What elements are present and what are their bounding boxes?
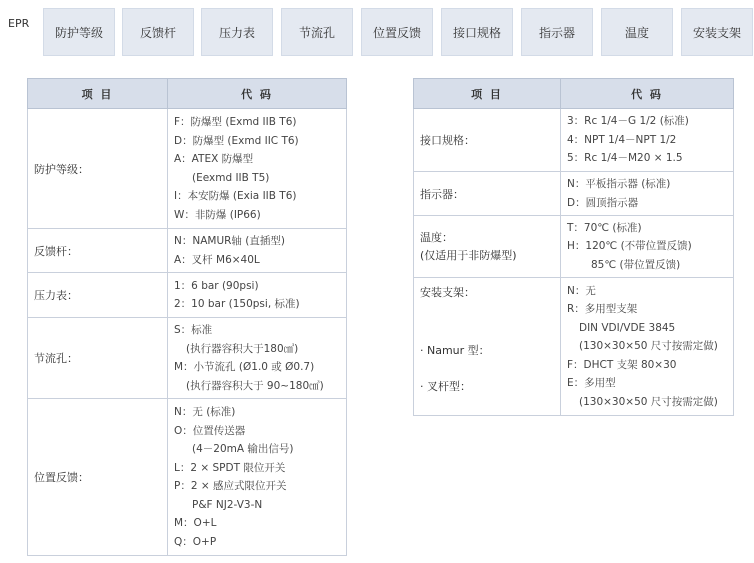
code-line: H：120℃ (不带位置反馈) <box>567 240 692 253</box>
code-line: N：平板指示器 (标准) <box>567 178 671 190</box>
code-line: M：小节流孔 (Ø1.0 或 Ø0.7) <box>174 361 315 373</box>
tab-mounting-bracket[interactable]: 安装支架 <box>681 8 753 56</box>
table-row <box>28 273 347 318</box>
item-cell <box>414 216 561 278</box>
item-cell: 节流孔： <box>28 318 168 399</box>
code-line: 2：10 bar (150psi, 标准) <box>174 298 300 310</box>
model-label: EPR <box>8 17 30 30</box>
code-line: 3：Rc 1/4－G 1/2 (标准) <box>567 115 689 128</box>
item-cell <box>414 278 561 416</box>
code-line: D：圆顶指示器 <box>567 196 639 209</box>
column-header-code: 代 码 <box>168 79 347 109</box>
code-line: Q：O+P <box>174 535 217 548</box>
code-line: (执行器容积大于180㎤) <box>186 342 299 355</box>
column-header-item: 项 目 <box>414 79 561 109</box>
item-label: 温度： <box>420 230 453 244</box>
item-cell: 反馈杆： <box>28 229 168 273</box>
column-header-item: 项 目 <box>28 79 168 109</box>
right-spec-table <box>413 78 734 416</box>
table-row <box>28 318 347 399</box>
table-header-row <box>28 79 347 109</box>
code-line: L：2 × SPDT 限位开关 <box>174 461 286 474</box>
code-cell <box>168 273 347 318</box>
code-line: N：无 <box>567 284 596 297</box>
code-line: A：叉杆 M6×40L <box>174 253 260 266</box>
code-cell <box>168 229 347 273</box>
code-cell <box>561 172 734 216</box>
code-cell <box>561 278 734 416</box>
item-cell: 压力表： <box>28 273 168 318</box>
table-row <box>28 109 347 229</box>
table-row <box>414 216 734 278</box>
code-line: DIN VDI/VDE 3845 <box>579 321 676 334</box>
table-row <box>28 229 347 273</box>
code-line: F：DHCT 支架 80×30 <box>567 358 677 371</box>
code-cell <box>561 109 734 172</box>
code-line: W：非防爆 (IP66) <box>174 208 261 221</box>
tab-position-feedback[interactable]: 位置反馈 <box>361 8 433 56</box>
code-line: (4－20mA 输出信号) <box>192 443 294 455</box>
code-line: O：位置传送器 <box>174 424 246 437</box>
code-line: 4：NPT 1/4－NPT 1/2 <box>567 133 677 146</box>
code-cell <box>168 399 347 556</box>
code-line: M：O+L <box>174 517 217 529</box>
code-line: N：NAMUR轴 (直插型) <box>174 235 285 247</box>
code-line: S：标准 <box>174 324 213 336</box>
table-row <box>28 399 347 556</box>
code-line: (Eexmd IIB T5) <box>192 171 270 184</box>
code-line: R：多用型支架 <box>567 303 638 316</box>
tab-pressure-gauge[interactable]: 压力表 <box>201 8 273 56</box>
code-line: E：多用型 <box>567 377 616 390</box>
code-line: T：70℃ (标准) <box>567 221 642 234</box>
code-line: P&F NJ2-V3-N <box>192 498 263 511</box>
tab-connection[interactable]: 接口规格 <box>441 8 513 56</box>
table-row <box>414 278 734 416</box>
code-line: 1：6 bar (90psi) <box>174 279 259 292</box>
code-line: N：无 (标准) <box>174 406 236 418</box>
item-note-namur: · Namur 型： <box>420 344 490 357</box>
code-line: (130×30×50 尺寸按需定做) <box>579 395 718 408</box>
tab-indicator[interactable]: 指示器 <box>521 8 593 56</box>
code-line: P：2 × 感应式限位开关 <box>174 480 287 492</box>
code-line: D：防爆型 (Exmd IIC T6) <box>174 134 299 147</box>
tab-protection-class[interactable]: 防护等级 <box>43 8 115 56</box>
table-row <box>414 109 734 172</box>
code-cell <box>168 109 347 229</box>
table-header-row <box>414 79 734 109</box>
code-line: (执行器容积大于 90~180㎤) <box>186 379 324 392</box>
tab-orifice[interactable]: 节流孔 <box>281 8 353 56</box>
item-cell: 防护等级： <box>28 109 168 229</box>
tab-feedback-lever[interactable]: 反馈杆 <box>122 8 194 56</box>
table-row <box>414 172 734 216</box>
item-label: 安装支架： <box>420 286 475 299</box>
item-cell: 接口规格： <box>414 109 561 172</box>
code-line: (130×30×50 尺寸按需定做) <box>579 340 718 353</box>
item-cell: 位置反馈： <box>28 399 168 556</box>
item-note: (仅适用于非防爆型) <box>420 248 517 262</box>
code-line: A：ATEX 防爆型 <box>174 153 254 165</box>
code-cell <box>168 318 347 399</box>
code-cell <box>561 216 734 278</box>
code-line: 85℃ (带位置反馈) <box>591 258 681 271</box>
left-spec-table <box>27 78 347 556</box>
code-line: F：防爆型 (Exmd IIB T6) <box>174 116 297 128</box>
code-line: 5：Rc 1/4－M20 × 1.5 <box>567 152 683 165</box>
item-note-fork: · 叉杆型： <box>420 380 471 393</box>
tab-temperature[interactable]: 温度 <box>601 8 673 56</box>
code-line: I：本安防爆 (Exia IIB T6) <box>174 190 297 202</box>
column-header-code: 代 码 <box>561 79 734 109</box>
item-cell: 指示器： <box>414 172 561 216</box>
